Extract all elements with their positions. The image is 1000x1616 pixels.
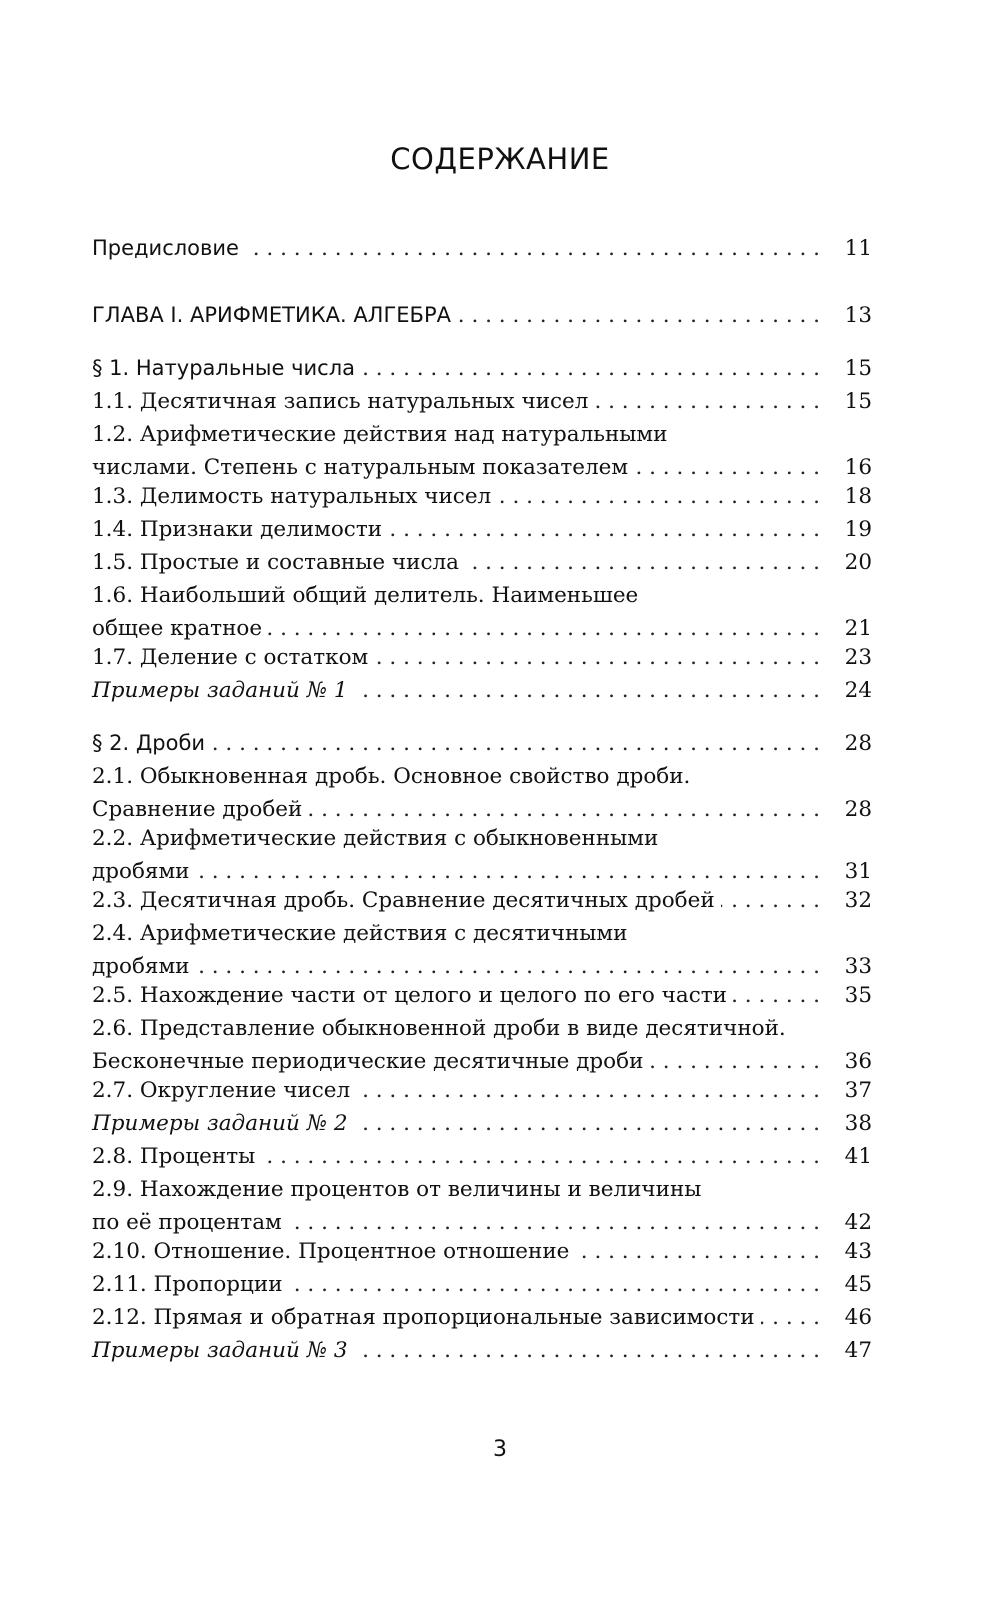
toc-page-number: 19 (844, 517, 872, 542)
page-number: 3 (493, 1437, 507, 1462)
toc-entry-title: 2.5. Нахождение части от целого и целого по его части (92, 983, 727, 1008)
toc-entry-title: 2.2. Арифметические действия с обыкновенными (92, 826, 659, 851)
dot-leader (361, 352, 820, 385)
toc-entry[interactable] (92, 979, 872, 1012)
toc-entry-title: Предисловие (92, 236, 239, 260)
toc-page-number: 21 (844, 616, 872, 641)
toc-entry[interactable] (92, 1301, 872, 1334)
toc-entry-title: 1.4. Признаки делимости (92, 517, 383, 542)
toc-entry-title: § 1. Натуральные числа (92, 356, 356, 380)
toc-entry-title: Примеры заданий № 3 (92, 1338, 348, 1363)
dot-leader (457, 299, 820, 332)
toc-entry[interactable] (92, 480, 872, 513)
toc-entry[interactable] (92, 418, 872, 484)
toc-page-number: 28 (844, 797, 872, 822)
toc-entry[interactable] (92, 1235, 872, 1268)
toc-page-number: 16 (844, 455, 872, 480)
toc-page-number: 31 (844, 859, 872, 884)
toc-entry[interactable] (92, 674, 872, 707)
toc-page-number: 43 (844, 1239, 872, 1264)
toc-entry-title-cont: дробями (92, 859, 190, 884)
toc-entry-title: 1.6. Наибольший общий делитель. Наименьшее (92, 583, 639, 608)
dot-leader (721, 884, 820, 917)
toc-entry[interactable] (92, 822, 872, 888)
dot-leader (211, 727, 820, 760)
toc-entry[interactable] (92, 352, 872, 385)
toc-entry[interactable] (92, 546, 872, 579)
dot-leader (354, 1107, 820, 1140)
dot-leader (261, 1140, 820, 1173)
toc-entry[interactable] (92, 760, 872, 826)
dot-leader (289, 1268, 820, 1301)
toc-entry-title: 2.12. Прямая и обратная пропорциональные зависимости (92, 1305, 755, 1330)
toc-page-number: 36 (844, 1049, 872, 1074)
toc-entry[interactable] (92, 917, 872, 983)
toc-entry[interactable] (92, 579, 872, 645)
dot-leader (733, 979, 820, 1012)
toc-entry[interactable] (92, 232, 872, 265)
toc-entry-title: 2.11. Пропорции (92, 1272, 283, 1297)
toc-page-number: 32 (844, 888, 872, 913)
toc-entry-title-cont: Сравнение дробей (92, 797, 303, 822)
dot-leader (761, 1301, 820, 1334)
toc-entry[interactable] (92, 1012, 872, 1078)
toc-entry-title: 1.7. Деление с остатком (92, 645, 369, 670)
toc-entry-title-cont: Бесконечные периодические десятичные дроби (92, 1049, 644, 1074)
toc-entry-title-cont: числами. Степень с натуральным показателем (92, 455, 629, 480)
toc-entry-title: 2.1. Обыкновенная дробь. Основное свойство дроби. (92, 764, 691, 789)
toc-entry[interactable] (92, 1074, 872, 1107)
dot-leader (356, 1074, 820, 1107)
toc-entry-title-cont: по её процентам (92, 1210, 282, 1235)
dot-leader (354, 1334, 820, 1367)
toc-entry-title: 1.5. Простые и составные числа (92, 550, 459, 575)
toc-entry[interactable] (92, 1268, 872, 1301)
toc-entry-title: ГЛАВА I. АРИФМЕТИКА. АЛГЕБРА (92, 303, 451, 327)
dot-leader (594, 385, 820, 418)
toc-page-number: 18 (844, 484, 872, 509)
toc-entry[interactable] (92, 641, 872, 674)
dot-leader (374, 641, 820, 674)
toc-entry-title: 2.8. Проценты (92, 1144, 256, 1169)
toc-page-number: 45 (844, 1272, 872, 1297)
toc-entry-title: Примеры заданий № 2 (92, 1111, 348, 1136)
toc-entry-title: § 2. Дроби (92, 731, 206, 755)
toc-entry-title: 1.2. Арифметические действия над натуральными (92, 422, 668, 447)
toc-page-number: 11 (844, 236, 872, 261)
dot-leader (354, 674, 820, 707)
toc-page-number: 13 (844, 303, 872, 328)
toc-entry[interactable] (92, 1107, 872, 1140)
toc-entry[interactable] (92, 1334, 872, 1367)
toc-entry[interactable] (92, 1173, 872, 1239)
toc-page-number: 15 (844, 356, 872, 381)
toc-page-number: 42 (844, 1210, 872, 1235)
page-title: СОДЕРЖАНИЕ (390, 142, 610, 176)
toc-page-number: 20 (844, 550, 872, 575)
toc-page-number: 23 (844, 645, 872, 670)
toc-entry[interactable] (92, 385, 872, 418)
toc-entry-title: Примеры заданий № 1 (92, 678, 348, 703)
toc-entry-title-cont: дробями (92, 954, 190, 979)
toc-entry[interactable] (92, 884, 872, 917)
dot-leader (465, 546, 820, 579)
dot-leader (575, 1235, 820, 1268)
toc-page-number: 38 (844, 1111, 872, 1136)
toc-entry-title: 2.7. Округление чисел (92, 1078, 351, 1103)
toc-entry[interactable] (92, 513, 872, 546)
toc-page-number: 28 (844, 731, 872, 756)
toc-entry-title: 2.3. Десятичная дробь. Сравнение десятичных дробей (92, 888, 715, 913)
toc-entry-title: 2.4. Арифметические действия с десятичными (92, 921, 628, 946)
toc-entry[interactable] (92, 727, 872, 760)
toc-page-number: 15 (844, 389, 872, 414)
toc-page-number: 35 (844, 983, 872, 1008)
toc-entry[interactable] (92, 1140, 872, 1173)
toc-entry-title-cont: общее кратное (92, 616, 263, 641)
toc-entry-title: 2.9. Нахождение процентов от величины и величины (92, 1177, 702, 1202)
toc-page-number: 47 (844, 1338, 872, 1363)
toc-page-number: 24 (844, 678, 872, 703)
toc-entry-title: 1.1. Десятичная запись натуральных чисел (92, 389, 589, 414)
dot-leader (245, 232, 820, 265)
dot-leader (497, 480, 820, 513)
toc-page-number: 37 (844, 1078, 872, 1103)
toc-page-number: 46 (844, 1305, 872, 1330)
toc-entry-title: 2.6. Представление обыкновенной дроби в виде десятичной. (92, 1016, 786, 1041)
toc-entry-title: 2.10. Отношение. Процентное отношение (92, 1239, 570, 1264)
toc-page-number: 41 (844, 1144, 872, 1169)
dot-leader (388, 513, 820, 546)
toc-entry-title: 1.3. Делимость натуральных чисел (92, 484, 492, 509)
toc-entry[interactable] (92, 299, 872, 332)
toc-page-number: 33 (844, 954, 872, 979)
